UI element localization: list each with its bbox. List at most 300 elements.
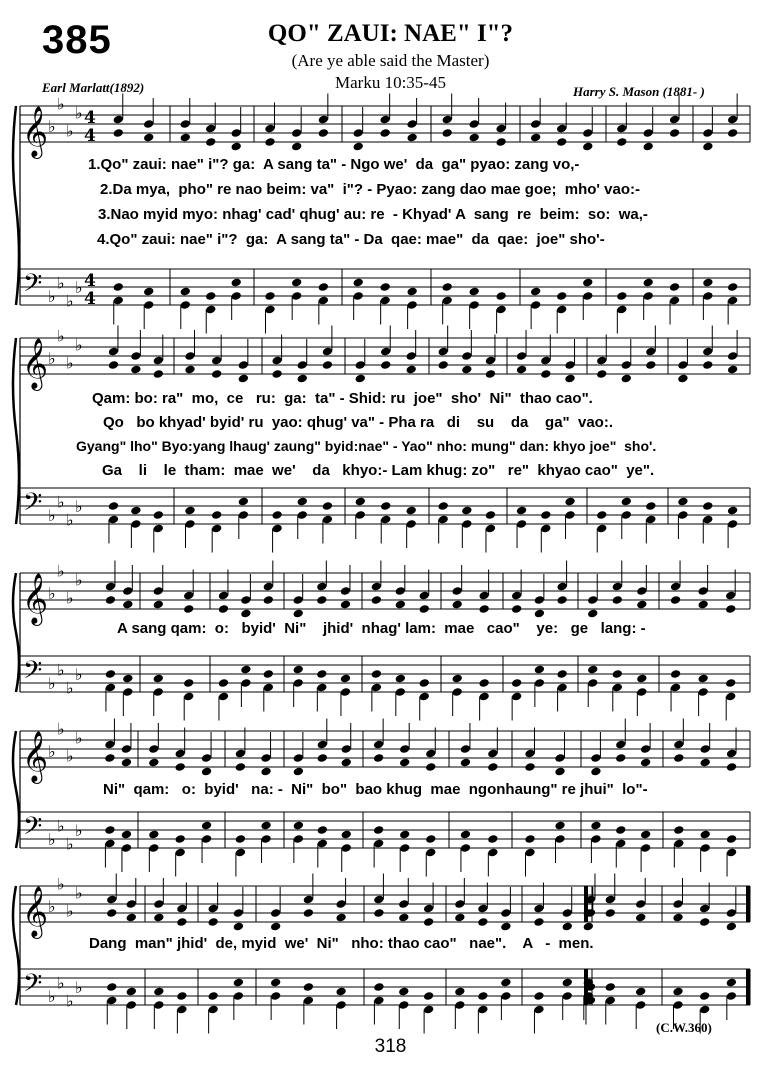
notehead [727,505,738,515]
lyric-line: 1.Qo" zaui: nae" i"? ga: A sang ta" - Ngo we' da ga" pyao: zang vo,- [88,156,580,173]
notehead [260,766,271,776]
notehead [699,757,710,767]
bass-clef-icon: 𝄢 [23,812,43,847]
notehead [184,505,195,515]
notehead [516,505,527,515]
notehead [271,369,282,379]
notehead [669,282,680,292]
notehead [335,986,346,996]
notehead [640,829,651,839]
flat-icon: ♭ [57,816,65,836]
double-barline [584,886,588,922]
notehead [702,360,713,370]
notehead [727,282,738,292]
notehead [130,364,141,374]
notehead [201,820,212,830]
flat-icon: ♭ [66,678,74,698]
notehead [106,982,117,992]
notehead [615,753,626,763]
notehead [211,369,222,379]
notehead [477,991,488,1001]
notehead [605,982,616,992]
flat-icon: ♭ [66,291,74,311]
notehead [673,825,684,835]
notehead [461,364,472,374]
lyric-line: Qo bo khyad' byid' ru yao: qhug' va" - Pha ra di su da ga" vao:. [103,414,614,431]
notehead [235,762,246,772]
notehead [238,373,249,383]
notehead [270,977,281,987]
notehead [380,501,391,511]
notehead [130,505,141,515]
notehead [340,599,351,609]
flat-icon: ♭ [75,335,83,355]
notehead [148,829,159,839]
notehead [176,991,187,1001]
flat-icon: ♭ [48,830,56,849]
flat-icon: ♭ [57,94,65,114]
system-brace [13,886,19,1005]
notehead [263,595,274,605]
notehead [673,753,684,763]
notehead [533,991,544,1001]
notehead [583,921,594,931]
notehead [727,364,738,374]
notehead [184,364,195,374]
bass-clef-icon: 𝄢 [23,269,43,304]
notehead [233,921,244,931]
notehead [587,608,598,618]
notehead [582,141,593,151]
notehead [316,669,327,679]
notehead [104,753,115,763]
notehead [556,595,567,605]
flat-icon: ♭ [57,492,65,512]
notehead [727,128,738,138]
notehead [373,753,384,763]
bass-clef-icon: 𝄢 [23,969,43,1004]
notehead [485,510,496,520]
notehead [297,496,308,506]
notehead [702,141,713,151]
notehead [122,673,133,683]
bass-clef-icon: 𝄢 [23,488,43,523]
notehead [113,128,124,138]
notehead [699,991,710,1001]
notehead [590,820,601,830]
flat-icon: ♭ [48,506,56,525]
flat-icon: ♭ [57,719,65,739]
scripture-reference: Marku 10:35-45 [335,73,446,92]
notehead [461,505,472,515]
notehead [113,282,124,292]
notehead [317,753,328,763]
notehead [699,917,710,927]
flat-icon: ♭ [66,353,74,373]
notehead [702,277,713,287]
notehead [441,282,452,292]
notehead [596,510,607,520]
notehead [672,912,683,922]
notehead [398,986,409,996]
notehead [530,132,541,142]
time-signature-numerator: 4 [84,271,96,291]
flat-icon: ♭ [57,874,65,894]
notehead [530,286,541,296]
notehead [495,291,506,301]
hymn-subtitle: (Are ye able said the Master) [291,51,490,70]
notehead [322,360,333,370]
notehead [292,664,303,674]
notehead [373,982,384,992]
notehead [153,369,164,379]
notehead [230,277,241,287]
notehead [699,829,710,839]
notehead [540,510,551,520]
flat-icon: ♭ [48,584,56,603]
notehead [318,128,329,138]
notehead [485,369,496,379]
lyric-line: Dang man" jhid' de, myid we' Ni" nho: thao cao" nae". A - men. [89,935,594,952]
notehead [556,291,567,301]
treble-clef-icon: 𝄞 [22,106,49,157]
notehead [183,678,194,688]
notehead [303,908,314,918]
notehead [460,829,471,839]
notehead [230,141,241,151]
notehead [205,137,216,147]
notehead [540,369,551,379]
notehead [270,921,281,931]
notehead [174,834,185,844]
page-number: 318 [374,1036,407,1057]
notehead [616,291,627,301]
notehead [590,766,601,776]
notehead [669,128,680,138]
system-brace [13,338,19,524]
notehead [554,820,565,830]
flat-icon: ♭ [75,883,83,903]
notehead [564,496,575,506]
notehead [271,510,282,520]
notehead [340,673,351,683]
treble-clef-icon: 𝄞 [22,886,49,937]
notehead [635,912,646,922]
notehead [511,678,522,688]
notehead [645,501,656,511]
notehead [587,664,598,674]
flat-icon: ♭ [66,510,74,530]
lyric-line: Ga li le tham: mae we' da khyo:- Lam khug: zo" re" khyao cao" ye". [102,462,655,479]
lyric-line: A sang qam: o: byid' Ni" jhid' nhag' lam: mae cao" ye: ge lang: - [117,620,646,637]
time-signature-numerator: 4 [84,108,96,128]
notehead [524,834,535,844]
flat-icon: ♭ [75,570,83,590]
notehead [240,664,251,674]
flat-icon: ♭ [48,987,56,1006]
notehead [670,669,681,679]
notehead [355,496,366,506]
notehead [441,128,452,138]
notehead [615,825,626,835]
notehead [621,496,632,506]
notehead [419,678,430,688]
notehead [556,669,567,679]
time-signature-denominator: 4 [84,126,96,146]
notehead [292,608,303,618]
flat-icon: ♭ [66,588,74,608]
notehead [143,132,154,142]
notehead [153,986,164,996]
lyric-line: 3.Nao myid myo: nhag' cad' qhug' au: re - Khyad' A sang re beim: so: wa,- [98,206,648,223]
treble-clef-icon: 𝄞 [22,731,49,782]
notehead [635,986,646,996]
notehead [180,132,191,142]
flat-icon: ♭ [57,660,65,680]
notehead [406,132,417,142]
notehead [451,673,462,683]
notehead [318,282,329,292]
notehead [677,373,688,383]
flat-icon: ♭ [75,497,83,516]
flat-icon: ♭ [57,326,65,346]
flat-icon: ♭ [75,278,83,297]
notehead [726,762,737,772]
notehead [670,595,681,605]
notehead [126,912,137,922]
notehead [636,673,647,683]
notehead [373,825,384,835]
notehead [355,373,366,383]
notehead [122,599,133,609]
notehead [121,829,132,839]
lyric-line: Ni" qam: o: byid' na: - Ni" bo" bao khug mae ngonhaung" re jhui" lo"- [103,781,648,798]
notehead [561,921,572,931]
notehead [395,599,406,609]
flat-icon: ♭ [75,665,83,684]
lyric-line: Gyang" lho" Byo:yang lhaug' zaung" byid:nae" - Yao" nho: mung" dan: khyo joe" sho'. [76,438,657,454]
notehead [500,921,511,931]
time-signature-denominator: 4 [84,289,96,309]
notehead [176,917,187,927]
system-brace [13,573,19,692]
flat-icon: ♭ [48,742,56,761]
notehead [726,977,737,987]
flat-icon: ♭ [66,991,74,1011]
notehead [423,991,434,1001]
notehead [534,608,545,618]
collection-reference: (C.W.360) [656,1020,712,1035]
notehead [341,829,352,839]
notehead [726,834,737,844]
notehead [561,977,572,987]
notehead [437,360,448,370]
notehead [511,604,522,614]
notehead [238,496,249,506]
system-brace [13,731,19,848]
notehead [533,917,544,927]
notehead [180,286,191,296]
notehead [640,757,651,767]
notehead [516,364,527,374]
notehead [437,501,448,511]
notehead [316,595,327,605]
flat-icon: ♭ [57,973,65,993]
notehead [235,834,246,844]
bass-clef-icon: 𝄢 [23,656,43,691]
final-barline [746,969,750,1005]
notehead [697,673,708,683]
notehead [605,908,616,918]
notehead [106,908,117,918]
notehead [317,825,328,835]
notehead [477,917,488,927]
notehead [478,678,489,688]
notehead [153,510,164,520]
flat-icon: ♭ [66,121,74,141]
notehead [260,820,271,830]
notehead [726,921,737,931]
notehead [642,141,653,151]
notehead [153,599,164,609]
notehead [264,137,275,147]
notehead [612,595,623,605]
notehead [405,364,416,374]
treble-clef-icon: 𝄞 [22,573,49,624]
flat-icon: ♭ [66,901,74,921]
notehead [233,977,244,987]
notehead [293,820,304,830]
notehead [556,137,567,147]
notehead [153,912,164,922]
notehead [395,673,406,683]
notehead [725,604,736,614]
notehead [419,604,430,614]
notehead [126,986,137,996]
notehead [468,132,479,142]
flat-icon: ♭ [48,287,56,306]
notehead [218,604,229,614]
notehead [425,834,436,844]
notehead [725,678,736,688]
notehead [564,373,575,383]
notehead [341,757,352,767]
flat-icon: ♭ [48,674,56,693]
lyric-line: 4.Qo" zaui: nae" i"? ga: A sang ta" - Da qae: mae" da qae: joe" sho'- [97,231,605,248]
notehead [352,277,363,287]
notehead [642,277,653,287]
notehead [702,501,713,511]
flat-icon: ♭ [66,834,74,854]
notehead [645,360,656,370]
flat-icon: ♭ [57,561,65,581]
notehead [582,277,593,287]
notehead [423,917,434,927]
notehead [335,912,346,922]
notehead [399,829,410,839]
composer-credit: Harry S. Mason (1881- ) [573,84,705,99]
notehead [174,762,185,772]
notehead [205,291,216,301]
notehead [636,599,647,609]
notehead [451,599,462,609]
notehead [379,282,390,292]
notehead [104,825,115,835]
notehead [373,908,384,918]
notehead [398,912,409,922]
notehead [291,141,302,151]
notehead [108,360,119,370]
notehead [263,669,274,679]
flat-icon: ♭ [48,897,56,916]
notehead [291,277,302,287]
notehead [153,673,164,683]
notehead [554,766,565,776]
flat-icon: ♭ [75,821,83,840]
notehead [460,757,471,767]
notehead [297,373,308,383]
notehead [207,991,218,1001]
notehead [293,766,304,776]
final-barline [746,886,750,922]
flat-icon: ♭ [48,117,56,136]
treble-clef-icon: 𝄞 [22,338,49,389]
notehead [697,599,708,609]
notehead [596,369,607,379]
lyricist-credit: Earl Marlatt(1892) [42,80,145,95]
notehead [616,137,627,147]
notehead [500,977,511,987]
flat-icon: ♭ [66,746,74,766]
lyric-line: Qam: bo: ra" mo, ce ru: ga: ta" - Shid: ru joe" sho' Ni" thao cao". [92,390,593,407]
notehead [143,286,154,296]
flat-icon: ♭ [48,349,56,368]
notehead [121,757,132,767]
notehead [240,608,251,618]
notehead [621,373,632,383]
notehead [534,664,545,674]
notehead [672,986,683,996]
notehead [207,917,218,927]
notehead [524,762,535,772]
notehead [454,986,465,996]
system-brace [13,106,19,305]
lyric-line: 2.Da mya, pho" re nao beim: va" i"? - Pyao: zang dao mae goe; mho' vao:- [100,181,641,198]
notehead [379,128,390,138]
flat-icon: ♭ [75,728,83,748]
notehead [487,762,498,772]
notehead [183,604,194,614]
notehead [264,291,275,301]
notehead [487,834,498,844]
notehead [303,982,314,992]
notehead [148,757,159,767]
notehead [322,501,333,511]
notehead [352,141,363,151]
notehead [478,604,489,614]
flat-icon: ♭ [75,978,83,997]
notehead [406,286,417,296]
notehead [405,505,416,515]
notehead [380,360,391,370]
notehead [399,757,410,767]
notehead [425,762,436,772]
notehead [454,912,465,922]
notehead [105,595,116,605]
notehead [495,137,506,147]
notehead [612,669,623,679]
hymn-number: 385 [42,18,112,62]
